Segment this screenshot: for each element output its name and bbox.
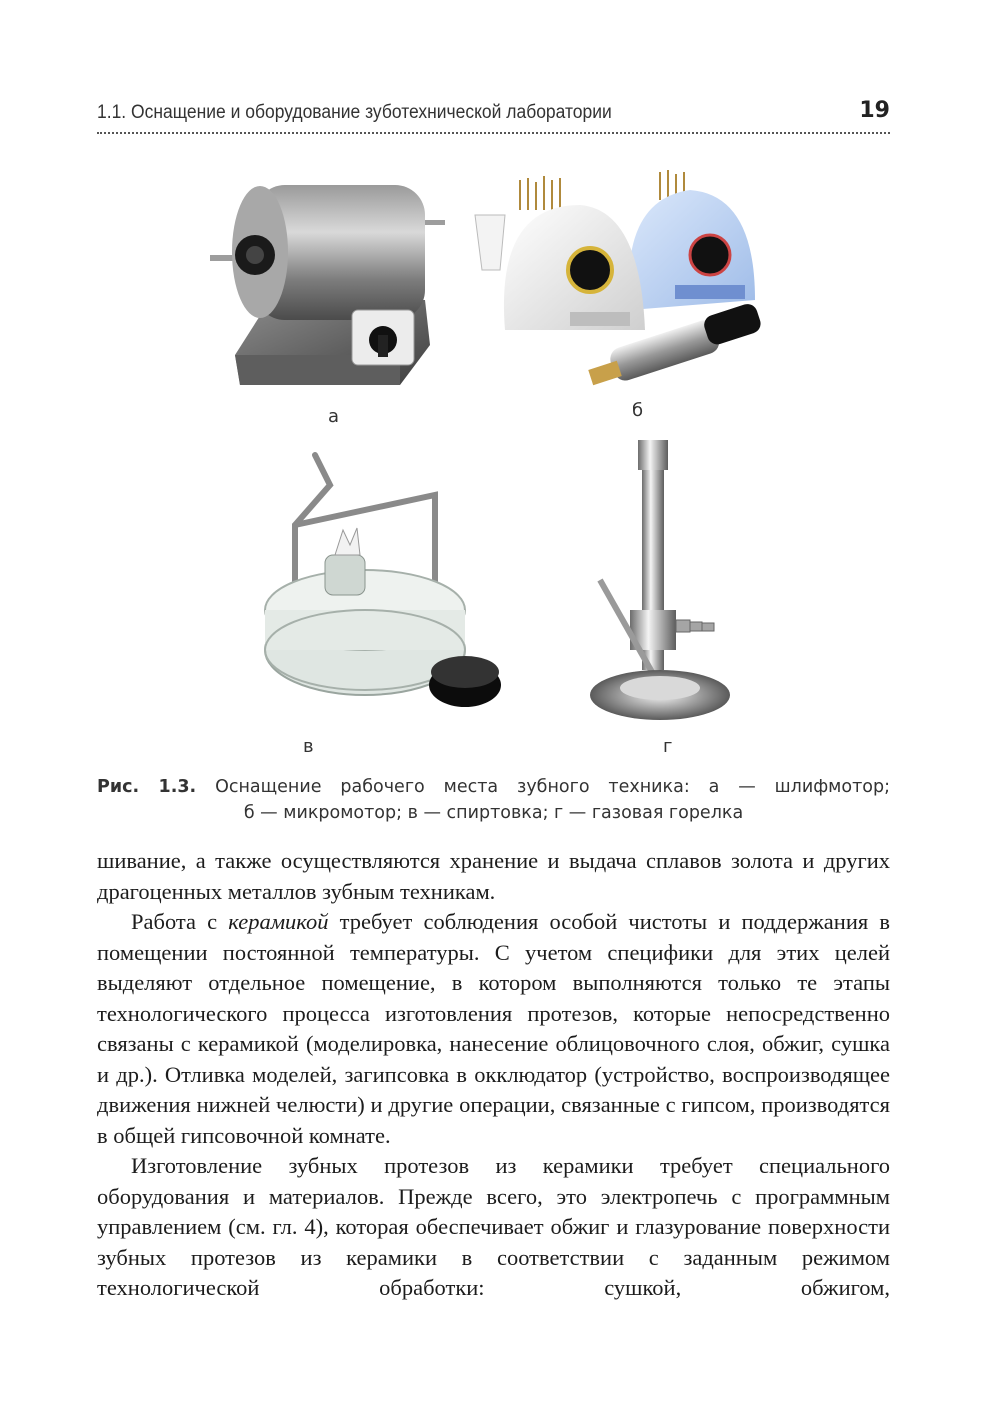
paragraph-2-rest: требует соблюдения особой чистоты и поддержания в помещении постоянной температуры. С учетом специфики для этих целей выделяют отдельное помещение, в котором выполняются только те этапы технологического процесса изготовления протезов, которые непосредственно связаны с керамикой (моделировка, нанесение облицовочного слоя, обжиг, сушка и др.). Отливка моделей, загипсовка в окклюдатор (устройство, воспроизводящее движения нижней челюсти) и другие операции, связанные с гипсом, производятся в общей гипсовочной комнате. <box>97 909 890 1148</box>
figure-gas-burner <box>580 440 750 730</box>
caption-line-1 <box>97 774 890 800</box>
section-title: 1.1. Оснащение и оборудование зуботехнической лаборатории <box>97 102 612 123</box>
paragraph-2-emphasis: керамикой <box>228 909 329 934</box>
paragraph-3: Изготовление зубных протезов из керамики требует специального оборудования и материалов. Прежде всего, это электропечь с программным управлением (см. гл. 4), которая обеспечивает обжиг и глазурование поверхности зубных протезов из керамики в соответствии с заданным режимом технологической обработки: сушкой, обжигом, <box>97 1153 890 1300</box>
paragraph-2-start: Работа с <box>131 909 229 934</box>
caption-text-1: Оснащение рабочего места зубного техника: а — шлифмотор; <box>215 777 890 797</box>
figure-caption <box>97 774 890 826</box>
figure-grinding-motor <box>200 170 460 400</box>
micromotor-image <box>470 160 790 400</box>
running-head <box>97 96 890 134</box>
figure-micromotor <box>470 160 790 400</box>
grinding-motor-image <box>200 170 460 400</box>
caption-line-2: б — микромотор; в — спиртовка; г — газовая горелка <box>243 803 744 823</box>
paragraph-1: шивание, а также осуществляются хранение и выдача сплавов золота и других драгоценных металлов зубным техникам. <box>97 848 890 904</box>
figure-letter-a: а <box>328 406 340 427</box>
paragraph-2 <box>97 907 890 1151</box>
figure-letter-g: г <box>663 736 673 757</box>
figure-letter-b: б <box>632 400 644 421</box>
body-text <box>97 846 890 1304</box>
caption-label: Рис. 1.3. <box>97 777 197 797</box>
figure-alcohol-lamp <box>255 450 535 730</box>
gas-burner-image <box>580 440 750 730</box>
page-number: 19 <box>859 98 890 123</box>
alcohol-lamp-image <box>255 450 535 730</box>
figure-letter-v: в <box>303 736 314 757</box>
